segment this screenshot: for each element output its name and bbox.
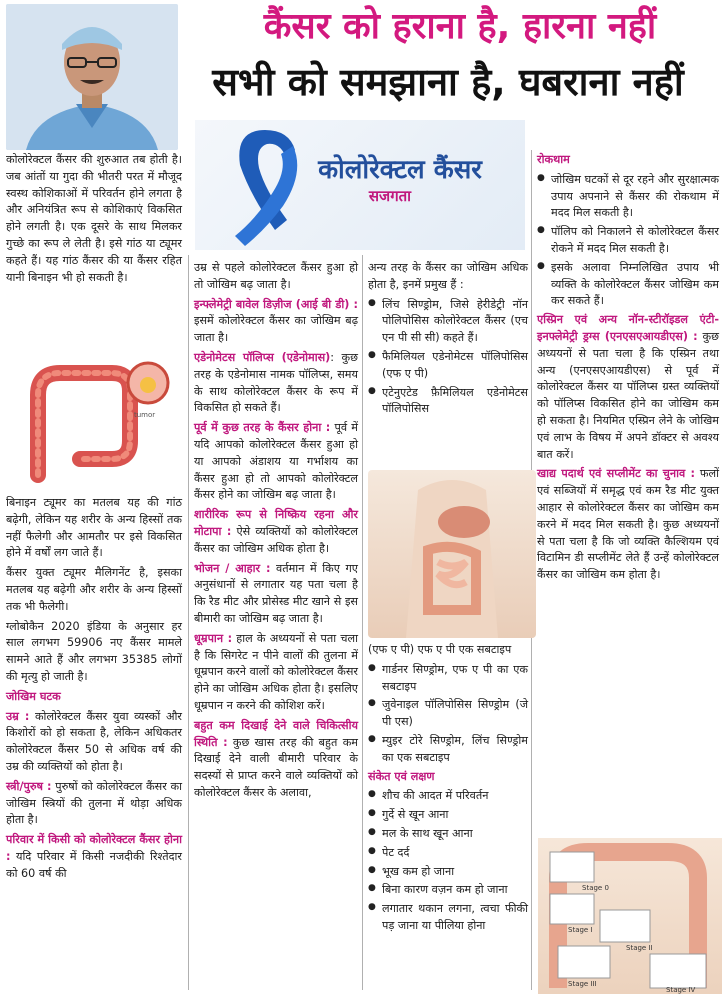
stage-0-label: Stage 0: [582, 884, 609, 892]
syndromes-list-top: [368, 297, 528, 419]
doctor-photo: [6, 4, 178, 150]
prior-cancer-label: पूर्व में कुछ तरह के कैंसर होना :: [194, 421, 331, 435]
column-1-top: [6, 152, 182, 289]
list-item: ● मल के साथ खून आना: [368, 826, 528, 843]
cancer-stages-illustration: [538, 838, 722, 994]
headline-line-2: सभी को समझाना है, घबराना नहीं: [212, 60, 684, 104]
doctor-portrait-illustration: [6, 4, 178, 150]
diet-text: वर्तमान में किए गए अनुसंधानों से लगातार यह पता चला है कि रैड मीट और प्रोसेस्ड मीट खाने से इस बीमारी का जोखिम बढ़ जाता है।: [194, 561, 358, 625]
age-text: कोलोरेक्टल कैंसर युवा व्यस्कों और किशोरों को हो सकता है, लेकिन अधिकतर कोलोरेक्टल कैंसर 50 से अधिक वर्ष की उम्र की व्यक्तियों को होता है।: [6, 709, 182, 773]
stage-2-label: Stage II: [626, 944, 653, 952]
globocan-paragraph: ग्लोबोकैन 2020 इंडिया के अनुसार हर साल लगभग 59906 नए कैंसर मामले सामने आते हैं और लगभग 35385 लोगों की मृत्यु हो जाती है।: [6, 619, 182, 683]
column-3-bottom: [368, 642, 528, 937]
age-label: उम्र :: [6, 709, 30, 723]
food-text: फलों एवं सब्जियों में समृद्ध एवं कम रैड मीट युक्त आहार से कोलोरेक्टल कैंसर का जोखिम कम करने में मदद मिल सकती है। कुछ अध्ययनों से पता चला है कि जो व्यक्ति कैल्शियम एवं विटामिन डी सप्लीमेंट लेते हैं उन्हें कोलोरेक्टल कैंसर का जोखिम कम होता है।: [537, 467, 719, 582]
list-item: ● इसके अलावा निम्नलिखित उपाय भी व्यक्ति के कोलोरेक्टल कैंसर जोखिम कम कर सकते हैं।: [537, 260, 719, 310]
tumor-label: tumor: [134, 411, 156, 419]
gender-paragraph: [6, 779, 182, 829]
banner-subtitle: सजगता: [368, 187, 412, 205]
list-item: ● म्युइर टोरे सिण्ड्रोम, लिंच सिण्ड्रोम का एक सबटाइप: [368, 733, 528, 767]
smoking-text: हाल के अध्ययनों से पता चला है कि सिगरेट न पीने वालों की तुलना में धूम्रपान करने वालों को कोलोरेक्टल कैंसर होने का जोखिम अधिक होता है। इसलिए धूम्रपान न करने की कोशिश करें।: [194, 631, 358, 712]
inactivity-label: शारीरिक रूप से निष्क्रिय रहना और मोटापा :: [194, 508, 358, 538]
prevention-list: [537, 172, 719, 310]
list-item: ● बिना कारण वज़न कम हो जाना: [368, 882, 528, 899]
diet-label: भोजन / आहार :: [194, 561, 271, 575]
list-item: ● फैमिलियल एडेनोमेटस पॉलिपोसिस (एफ ए पी): [368, 349, 528, 383]
list-item: ● गुर्दे से खून आना: [368, 807, 528, 824]
aspirin-paragraph: [537, 312, 719, 463]
prevention-heading: रोकथाम: [537, 153, 570, 166]
ibd-paragraph: [194, 297, 358, 347]
column-divider: [362, 255, 363, 990]
stage-3-label: Stage III: [568, 980, 597, 988]
stage-1-label: Stage I: [568, 926, 593, 934]
age-paragraph: [6, 709, 182, 776]
age-continued: उम्र से पहले कोलोरेक्टल कैंसर हुआ हो तो जोखिम बढ़ जाता है।: [194, 261, 358, 291]
list-item: ● भूख कम हो जाना: [368, 864, 528, 881]
food-label: खाद्य पदार्थ एवं सप्लीमेंट का चुनाव :: [537, 467, 695, 481]
symptoms-heading: संकेत एवं लक्षण: [368, 769, 435, 783]
polyps-label: एडेनोमेटस पॉलिप्स (एडेनोमास): [194, 350, 331, 364]
ibd-text: इसमें कोलोरेक्टल कैंसर का जोखिम बढ़ जाता है।: [194, 314, 358, 345]
family-paragraph: [6, 832, 182, 882]
banner-title: कोलोरेक्टल कैंसर: [318, 155, 482, 185]
family-text: यदि परिवार में किसी नजदीकी रिश्तेदार को 60 वर्ष की: [6, 849, 182, 880]
column-3-top: [368, 260, 528, 420]
digestive-system-illustration: [368, 470, 536, 638]
list-item: ● शौच की आदत में परिवर्तन: [368, 788, 528, 805]
symptoms-list: [368, 788, 528, 934]
gender-label: स्त्री/पुरुष :: [6, 779, 52, 793]
gender-text: पुरुषों को कोलोरेक्टल कैंसर का जोखिम स्त्रियों की तुलना में थोड़ा अधिक होता है।: [6, 779, 182, 827]
list-item: ● गार्डनर सिण्ड्रोम, एफ ए पी का एक सबटाइप: [368, 662, 528, 696]
list-item: ● लिंच सिण्ड्रोम, जिसे हेरीडेट्री नॉन पोलिपोसिस कोलोरेक्टल कैंसर (एच एन पी सी सी) कहते हैं।: [368, 297, 528, 347]
syndromes-intro: अन्य तरह के कैंसर का जोखिम अधिक होता है, इनमें प्रमुख हैं :: [368, 261, 528, 291]
ibd-label: इन्फ्लेमेट्री बावेल डिज़ीज (आई बी डी) :: [194, 297, 358, 311]
column-4: [537, 152, 719, 587]
rare-conditions-label: बहुत कम दिखाई देने वाले चिकित्सीय स्थिति :: [194, 718, 358, 749]
prior-cancer-paragraph: [194, 420, 358, 504]
headline-line-1: कैंसर को हराना है, हारना नहीं: [263, 6, 657, 47]
rare-conditions-text: कुछ खास तरह की बहुत कम दिखाई देने वाली बीमारी परिवार के सदस्यों से प्राप्त करने वाले व्यक्तियों को कोलोरेक्टल कैंसर के अलावा,: [194, 735, 358, 799]
inactivity-paragraph: [194, 507, 358, 557]
food-paragraph: [537, 466, 719, 584]
intro-paragraph: कोलोरेक्टल कैंसर की शुरुआत तब होती है। जब आंतों या गुदा की भीतरी परत में मौजूद स्वस्थ कोशिकाओं में परिवर्तन होने लगता है और अनियंत्रित रूप से कोशिकाएं विकसित होने लगती है। एक दूसरे के साथ मिलकर गुच्छे का रूप ले लेती है। इसे गांठ या ट्यूमर कहते हैं। यह गांठ कैंसर की या कैंसर रहित यानी बिनाइन भी हो सकती है।: [6, 153, 182, 284]
risk-factors-heading: जोखिम घटक: [6, 689, 61, 703]
column-1-bottom: [6, 495, 182, 886]
list-item: ● पॉलिप को निकालने से कोलोरेक्टल कैंसर रोकने में मदद मिल सकती है।: [537, 224, 719, 258]
malignant-paragraph: कैंसर युक्त ट्यूमर मैलिगनेंट है, इसका मतलब यह बढ़ेगी और शरीर के अन्य हिस्सों तक भी फैलेगी।: [6, 566, 182, 613]
prior-cancer-text: पूर्व में यदि आपको कोलोरेक्टल कैंसर हुआ हो या आपको अंडाशय या गर्भाशय का कैंसर हुआ हो तो आपको कोलोरेक्टल कैंसर होने का जोखिम बढ़ जाता है।: [194, 421, 358, 502]
diet-paragraph: [194, 561, 358, 628]
family-label: परिवार में किसी को कोलोरेक्टल कैंसर होना :: [6, 833, 182, 863]
syndromes-list-bottom: [368, 662, 528, 767]
rare-conditions-paragraph: [194, 718, 358, 802]
fap-continued: (एफ ए पी) एफ ए पी एक सबटाइप: [368, 643, 512, 656]
aspirin-text: कुछ अध्ययनों से पता चला है कि एस्प्रिन तथा अन्य (एनएसएआयडीएस) से पूर्व में कोलोरेक्टल कैंसर या पॉलिप्स ग्रस्त व्यक्तियों को पॉलिप्स विकसित होने का जोखिम कम हो सकता है। नियमित एस्प्रिन लेने के जोखिम एवं लाभ के विषय में अपने डॉक्टर से अवश्य बात करें।: [537, 329, 719, 461]
list-item: ● लगातार थकान लगना, त्वचा फीकी पड़ जाना या पीलिया होना: [368, 901, 528, 935]
benign-paragraph: बिनाइन ट्यूमर का मतलब यह की गांठ बढ़ेगी, लेकिन यह शरीर के अन्य हिस्सों तक नहीं फैलेगी और आमतौर पर इसे विकसित होने में वर्षों लग जाते हैं।: [6, 496, 182, 560]
polyps-text: : कुछ तरह के एडेनोमास नामक पॉलिप्स, समय के साथ कोलोरेक्टल कैंसर के रूप में विकसित हो सकते हैं।: [194, 350, 358, 415]
list-item: ● जोखिम घटकों से दूर रहने और सुरक्षात्मक उपाय अपनाने से कैंसर की रोकथाम में मदद मिल सकती है।: [537, 172, 719, 222]
inactivity-text: ऐसे व्यक्तियों को कोलोरेक्टल कैंसर का जोखिम अधिक होता है।: [194, 524, 358, 555]
stage-4-label: Stage IV: [666, 986, 696, 994]
column-divider: [188, 255, 189, 990]
column-2: [194, 260, 358, 805]
list-item: ● पेट दर्द: [368, 845, 528, 862]
colon-illustration: [20, 355, 170, 487]
smoking-label: धूम्रपान :: [194, 631, 233, 645]
polyps-paragraph: [194, 350, 358, 417]
aspirin-label: एस्प्रिन एवं अन्य नॉन-स्टीरॉइडल एंटी-इनफ्लेमेट्री ड्रग्स (एनएसएआयडीएस) :: [537, 313, 719, 343]
list-item: ● जुवेनाइल पॉलिपोसिस सिण्ड्रोम (जे पी एस): [368, 697, 528, 731]
list-item: ● एटेनुएटेड फ़ैमिलियल एडेनोमेटस पॉलिपोसिस: [368, 385, 528, 419]
smoking-paragraph: [194, 631, 358, 715]
